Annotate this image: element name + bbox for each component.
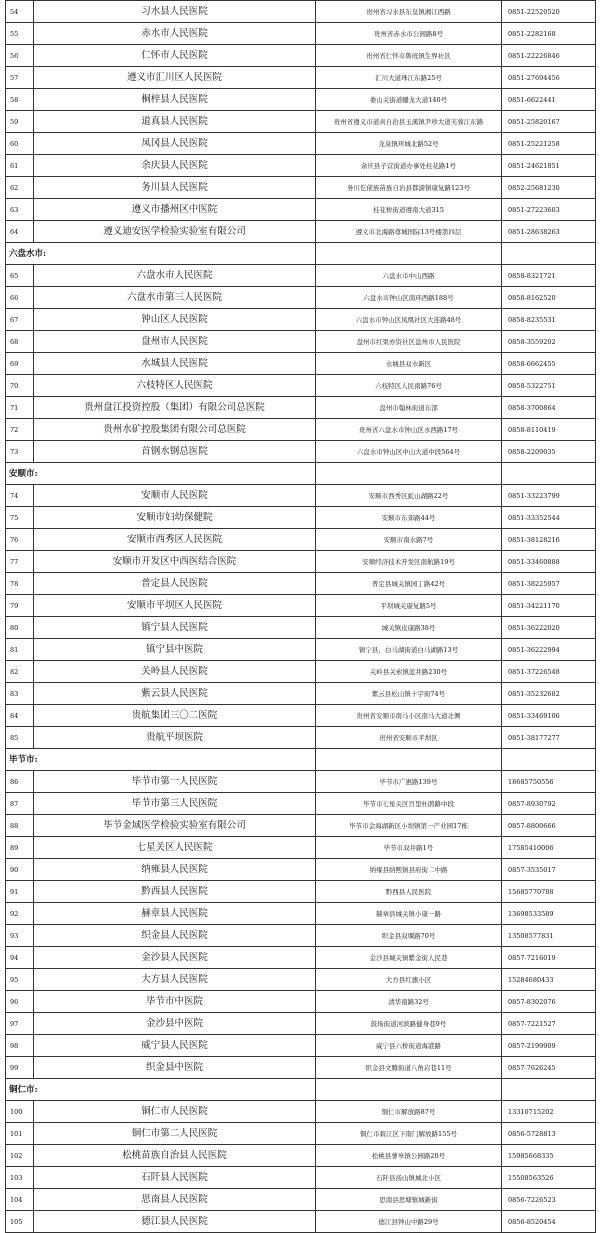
row-number: 99 — [6, 1057, 34, 1079]
hospital-phone: 0856-7226523 — [502, 1189, 596, 1211]
city-header-blank — [316, 1079, 502, 1101]
hospital-address: 毕节市双井路1号 — [316, 837, 502, 859]
hospital-phone: 0852-25681230 — [502, 177, 596, 199]
hospital-name: 毕节市第一人民医院 — [34, 771, 316, 793]
hospital-phone: 0851-38177277 — [502, 727, 596, 749]
hospital-phone: 0857-7626245 — [502, 1057, 596, 1079]
row-number: 76 — [6, 529, 34, 551]
table-row — [6, 1211, 596, 1233]
table-row — [6, 859, 596, 881]
row-number: 63 — [6, 199, 34, 221]
hospital-phone: 0851-22226846 — [502, 45, 596, 67]
hospital-phone: 0851-34221170 — [502, 595, 596, 617]
city-header-blank — [502, 1079, 596, 1101]
city-name: 铜仁市: — [6, 1079, 316, 1101]
hospital-name: 赤水市人民医院 — [34, 23, 316, 45]
hospital-address: 关岭县关索镇蓝井路230号 — [316, 661, 502, 683]
city-header-row — [6, 749, 596, 771]
hospital-name: 纳雍县人民医院 — [34, 859, 316, 881]
hospital-phone: 0851-33223799 — [502, 485, 596, 507]
hospital-table — [5, 0, 596, 1233]
table-row — [6, 1035, 596, 1057]
hospital-address: 遵义市北海路尊城国际13号楼第四层 — [316, 221, 502, 243]
hospital-phone: 13310715202 — [502, 1101, 596, 1123]
table-row — [6, 177, 596, 199]
city-name: 安顺市: — [6, 463, 316, 485]
hospital-phone: 0856-5728813 — [502, 1123, 596, 1145]
hospital-name: 钟山区人民医院 — [34, 309, 316, 331]
hospital-phone: 0851-36222994 — [502, 639, 596, 661]
row-number: 82 — [6, 661, 34, 683]
hospital-phone: 0851-33469106 — [502, 705, 596, 727]
hospital-address: 六盘水市钟山区南环西路188号 — [316, 287, 502, 309]
hospital-address: 织金县双堰路70号 — [316, 925, 502, 947]
row-number: 67 — [6, 309, 34, 331]
row-number: 72 — [6, 419, 34, 441]
row-number: 86 — [6, 771, 34, 793]
row-number: 89 — [6, 837, 34, 859]
hospital-name: 贵航集团三〇二医院 — [34, 705, 316, 727]
hospital-address: 六盘水市钟山区中山大道中段564号 — [316, 441, 502, 463]
hospital-phone: 0857-3535017 — [502, 859, 596, 881]
row-number: 77 — [6, 551, 34, 573]
hospital-name: 镇宁县人民医院 — [34, 617, 316, 639]
hospital-name: 贵州水矿控股集团有限公司总医院 — [34, 419, 316, 441]
hospital-name: 务川县人民医院 — [34, 177, 316, 199]
row-number: 74 — [6, 485, 34, 507]
hospital-name: 思南县人民医院 — [34, 1189, 316, 1211]
row-number: 91 — [6, 881, 34, 903]
hospital-name: 凤冈县人民医院 — [34, 133, 316, 155]
hospital-name: 遵义迪安医学检验实验室有限公司 — [34, 221, 316, 243]
hospital-address: 娄山关街道蟠龙大道140号 — [316, 89, 502, 111]
row-number: 70 — [6, 375, 34, 397]
table-row — [6, 111, 596, 133]
hospital-address: 贵州省习水县东皇镇湘江西路 — [316, 1, 502, 23]
row-number: 71 — [6, 397, 34, 419]
row-number: 59 — [6, 111, 34, 133]
hospital-name: 仁怀市人民医院 — [34, 45, 316, 67]
hospital-address: 鼓场街道河滨路健身巷9号 — [316, 1013, 502, 1035]
table-row — [6, 155, 596, 177]
hospital-address: 镇宁县，白马湖街道白马湖路13号 — [316, 639, 502, 661]
hospital-address: 龙泉镇环城北路52号 — [316, 133, 502, 155]
row-number: 92 — [6, 903, 34, 925]
hospital-phone: 0857-8800666 — [502, 815, 596, 837]
hospital-address: 石阡县汤山镇城北小区 — [316, 1167, 502, 1189]
hospital-name: 六枝特区人民医院 — [34, 375, 316, 397]
hospital-phone: 0851-36222020 — [502, 617, 596, 639]
hospital-phone: 0851-33352544 — [502, 507, 596, 529]
hospital-name: 松桃苗族自治县人民医院 — [34, 1145, 316, 1167]
hospital-phone: 0851-35232682 — [502, 683, 596, 705]
row-number: 64 — [6, 221, 34, 243]
hospital-phone: 0858-8110419 — [502, 419, 596, 441]
hospital-address: 紫云县松山镇十字街74号 — [316, 683, 502, 705]
hospital-name: 盘州市人民医院 — [34, 331, 316, 353]
hospital-name: 毕节市第三人民医院 — [34, 793, 316, 815]
row-number: 78 — [6, 573, 34, 595]
row-number: 105 — [6, 1211, 34, 1233]
table-row — [6, 1123, 596, 1145]
row-number: 96 — [6, 991, 34, 1013]
hospital-phone: 0858-5322751 — [502, 375, 596, 397]
hospital-name: 铜仁市人民医院 — [34, 1101, 316, 1123]
hospital-name: 威宁县人民医院 — [34, 1035, 316, 1057]
hospital-name: 六盘水市第三人民医院 — [34, 287, 316, 309]
row-number: 58 — [6, 89, 34, 111]
row-number: 93 — [6, 925, 34, 947]
hospital-name: 桐梓县人民医院 — [34, 89, 316, 111]
hospital-name: 安顺市妇幼保健院 — [34, 507, 316, 529]
row-number: 55 — [6, 23, 34, 45]
table-row — [6, 23, 596, 45]
hospital-phone: 0857-8302076 — [502, 991, 596, 1013]
table-row — [6, 1101, 596, 1123]
table-row — [6, 683, 596, 705]
table-row — [6, 133, 596, 155]
row-number: 94 — [6, 947, 34, 969]
row-number: 98 — [6, 1035, 34, 1057]
hospital-name: 道真县人民医院 — [34, 111, 316, 133]
hospital-phone: 0851-22520520 — [502, 1, 596, 23]
hospital-phone: 15985668335 — [502, 1145, 596, 1167]
hospital-name: 金沙县人民医院 — [34, 947, 316, 969]
hospital-name: 六盘水市人民医院 — [34, 265, 316, 287]
hospital-name: 首钢水钢总医院 — [34, 441, 316, 463]
hospital-name: 大方县人民医院 — [34, 969, 316, 991]
hospital-phone: 0851-27694456 — [502, 67, 596, 89]
row-number: 104 — [6, 1189, 34, 1211]
hospital-phone: 0851-28638263 — [502, 221, 596, 243]
hospital-address: 威宁县六桥街道海港路 — [316, 1035, 502, 1057]
hospital-address: 余庆县子营街道办事处桂花路1号 — [316, 155, 502, 177]
row-number: 68 — [6, 331, 34, 353]
hospital-phone: 0851-33460888 — [502, 551, 596, 573]
row-number: 100 — [6, 1101, 34, 1123]
table-row — [6, 991, 596, 1013]
row-number: 103 — [6, 1167, 34, 1189]
row-number: 101 — [6, 1123, 34, 1145]
hospital-phone: 17585410006 — [502, 837, 596, 859]
hospital-phone: 0851-38128216 — [502, 529, 596, 551]
hospital-name: 毕节市中医院 — [34, 991, 316, 1013]
hospital-phone: 0851-25221258 — [502, 133, 596, 155]
hospital-name: 遵义市播州区中医院 — [34, 199, 316, 221]
table-row — [6, 45, 596, 67]
hospital-phone: 18685750556 — [502, 771, 596, 793]
row-number: 87 — [6, 793, 34, 815]
hospital-name: 织金县中医院 — [34, 1057, 316, 1079]
hospital-address: 松桃县蓼皋镇公园路20号 — [316, 1145, 502, 1167]
row-number: 61 — [6, 155, 34, 177]
table-row — [6, 1145, 596, 1167]
hospital-phone: 13508577831 — [502, 925, 596, 947]
table-row — [6, 1013, 596, 1035]
table-row — [6, 265, 596, 287]
table-row — [6, 617, 596, 639]
row-number: 75 — [6, 507, 34, 529]
table-row — [6, 947, 596, 969]
city-header-blank — [316, 749, 502, 771]
row-number: 88 — [6, 815, 34, 837]
hospital-phone: 0851-37226548 — [502, 661, 596, 683]
table-row — [6, 727, 596, 749]
hospital-phone: 0851-38225957 — [502, 573, 596, 595]
hospital-address: 盘州市翰林街道东部 — [316, 397, 502, 419]
row-number: 69 — [6, 353, 34, 375]
hospital-address: 清华南路32号 — [316, 991, 502, 1013]
hospital-name: 石阡县人民医院 — [34, 1167, 316, 1189]
hospital-address: 贵州省安顺市平坝区 — [316, 727, 502, 749]
hospital-phone: 0851-6622441 — [502, 89, 596, 111]
table-row — [6, 331, 596, 353]
city-name: 毕节市: — [6, 749, 316, 771]
row-number: 83 — [6, 683, 34, 705]
hospital-address: 安顺市东郊路44号 — [316, 507, 502, 529]
hospital-phone: 0858-3700864 — [502, 397, 596, 419]
hospital-address: 贵州省赤水市公园路8号 — [316, 23, 502, 45]
hospital-address: 六盘水市中山西路 — [316, 265, 502, 287]
hospital-phone: 15284680433 — [502, 969, 596, 991]
table-row — [6, 925, 596, 947]
hospital-phone: 0858-8235531 — [502, 309, 596, 331]
hospital-phone: 0856-8520454 — [502, 1211, 596, 1233]
hospital-name: 赫章县人民医院 — [34, 903, 316, 925]
hospital-name: 安顺市开发区中西医结合医院 — [34, 551, 316, 573]
hospital-address: 平坝城关康复路5号 — [316, 595, 502, 617]
hospital-address: 贵州省六盘水市钟山区水西路17号 — [316, 419, 502, 441]
table-row — [6, 397, 596, 419]
hospital-address: 城关镇皮康路38号 — [316, 617, 502, 639]
table-row — [6, 353, 596, 375]
city-header-blank — [502, 243, 596, 265]
hospital-address: 思南县思塘镇城新街 — [316, 1189, 502, 1211]
row-number: 95 — [6, 969, 34, 991]
hospital-phone: 0858-2209035 — [502, 441, 596, 463]
hospital-address: 汇川大道珠江东路25号 — [316, 67, 502, 89]
row-number: 102 — [6, 1145, 34, 1167]
hospital-address: 盘州市红果亦资社区盘州市人民医院 — [316, 331, 502, 353]
row-number: 80 — [6, 617, 34, 639]
hospital-phone: 0857-7216019 — [502, 947, 596, 969]
hospital-phone: 0851-2282168 — [502, 23, 596, 45]
hospital-phone: 0851-25820167 — [502, 111, 596, 133]
hospital-phone: 0857-2199909 — [502, 1035, 596, 1057]
hospital-name: 贵航平坝医院 — [34, 727, 316, 749]
hospital-address: 毕节市广惠路139号 — [316, 771, 502, 793]
hospital-name: 普定县人民医院 — [34, 573, 316, 595]
hospital-address: 织金县文腾街道八角岩巷11号 — [316, 1057, 502, 1079]
hospital-address: 贵州省仁怀市鲁班镇生界社区 — [316, 45, 502, 67]
hospital-address: 六盘水市钟山区凤凰社区大连路48号 — [316, 309, 502, 331]
hospital-address: 贵州省遵义市道真自治县玉溪镇尹珍大道芙蓉江东路 — [316, 111, 502, 133]
hospital-phone: 0858-8321721 — [502, 265, 596, 287]
table-row — [6, 1167, 596, 1189]
hospital-name: 习水县人民医院 — [34, 1, 316, 23]
hospital-address: 纳雍县纳熙镇县府街二中路 — [316, 859, 502, 881]
city-header-blank — [316, 463, 502, 485]
table-row — [6, 1, 596, 23]
hospital-name: 镇宁县中医院 — [34, 639, 316, 661]
table-row — [6, 903, 596, 925]
row-number: 81 — [6, 639, 34, 661]
row-number: 62 — [6, 177, 34, 199]
hospital-name: 关岭县人民医院 — [34, 661, 316, 683]
table-row — [6, 309, 596, 331]
hospital-address: 金沙县城关镇紫金街人民巷 — [316, 947, 502, 969]
row-number: 85 — [6, 727, 34, 749]
table-row — [6, 529, 596, 551]
table-row — [6, 661, 596, 683]
hospital-address: 普定县城关镇园丁路42号 — [316, 573, 502, 595]
table-row — [6, 1189, 596, 1211]
hospital-address: 赫章县城关镇小康一路 — [316, 903, 502, 925]
hospital-address: 德江县钟山中路29号 — [316, 1211, 502, 1233]
hospital-name: 水城县人民医院 — [34, 353, 316, 375]
city-header-blank — [316, 243, 502, 265]
hospital-name: 安顺市西秀区人民医院 — [34, 529, 316, 551]
row-number: 66 — [6, 287, 34, 309]
row-number: 57 — [6, 67, 34, 89]
hospital-address: 桂花桥街道遵南大道315 — [316, 199, 502, 221]
hospital-name: 安顺市人民医院 — [34, 485, 316, 507]
table-row — [6, 485, 596, 507]
table-row — [6, 1057, 596, 1079]
row-number: 90 — [6, 859, 34, 881]
row-number: 60 — [6, 133, 34, 155]
city-header-blank — [502, 749, 596, 771]
row-number: 97 — [6, 1013, 34, 1035]
hospital-name: 黔西县人民医院 — [34, 881, 316, 903]
hospital-name: 余庆县人民医院 — [34, 155, 316, 177]
row-number: 79 — [6, 595, 34, 617]
hospital-address: 安顺市西秀区虹山湖路22号 — [316, 485, 502, 507]
table-row — [6, 595, 596, 617]
hospital-address: 六枝特区人民南路76号 — [316, 375, 502, 397]
hospital-phone: 0851-27223603 — [502, 199, 596, 221]
hospital-name: 德江县人民医院 — [34, 1211, 316, 1233]
table-row — [6, 221, 596, 243]
hospital-phone: 15508563526 — [502, 1167, 596, 1189]
hospital-phone: 13698533589 — [502, 903, 596, 925]
city-header-row — [6, 243, 596, 265]
table-row — [6, 837, 596, 859]
city-header-row — [6, 463, 596, 485]
table-row — [6, 551, 596, 573]
hospital-name: 紫云县人民医院 — [34, 683, 316, 705]
table-row — [6, 507, 596, 529]
hospital-name: 毕节金域医学检验实验室有限公司 — [34, 815, 316, 837]
hospital-address: 安顺市南水路7号 — [316, 529, 502, 551]
hospital-address: 大方县红旗小区 — [316, 969, 502, 991]
hospital-phone: 0851-24621851 — [502, 155, 596, 177]
hospital-table-body — [6, 1, 596, 1233]
table-row — [6, 287, 596, 309]
table-row — [6, 67, 596, 89]
hospital-address: 毕节市七星关区百里杜鹃路中段 — [316, 793, 502, 815]
row-number: 73 — [6, 441, 34, 463]
table-row — [6, 705, 596, 727]
hospital-address: 安顺经济技术开发区南航路19号 — [316, 551, 502, 573]
table-row — [6, 815, 596, 837]
table-row — [6, 793, 596, 815]
table-row — [6, 375, 596, 397]
table-row — [6, 639, 596, 661]
row-number: 84 — [6, 705, 34, 727]
city-header-blank — [502, 463, 596, 485]
hospital-name: 贵州盘江投资控股（集团）有限公司总医院 — [34, 397, 316, 419]
hospital-address: 毕节市金海湖新区小坝镇第一产业园17栋 — [316, 815, 502, 837]
row-number: 65 — [6, 265, 34, 287]
table-row — [6, 969, 596, 991]
table-row — [6, 89, 596, 111]
city-header-row — [6, 1079, 596, 1101]
table-row — [6, 441, 596, 463]
row-number: 56 — [6, 45, 34, 67]
hospital-address: 铜仁市碧江区下南门解放路155号 — [316, 1123, 502, 1145]
city-name: 六盘水市: — [6, 243, 316, 265]
hospital-phone: 0857-7221527 — [502, 1013, 596, 1035]
hospital-name: 金沙县中医院 — [34, 1013, 316, 1035]
hospital-address: 黔西县人民医院 — [316, 881, 502, 903]
hospital-name: 铜仁市第二人民医院 — [34, 1123, 316, 1145]
hospital-name: 安顺市平坝区人民医院 — [34, 595, 316, 617]
hospital-phone: 0858-3559202 — [502, 331, 596, 353]
hospital-phone: 0858-6662455 — [502, 353, 596, 375]
table-row — [6, 771, 596, 793]
hospital-name: 遵义市汇川区人民医院 — [34, 67, 316, 89]
hospital-address: 贵州省安顺市南马小区南马大道北侧 — [316, 705, 502, 727]
hospital-address: 务川仡佬族苗族自治县都濡镇康复路123号 — [316, 177, 502, 199]
table-row — [6, 573, 596, 595]
hospital-phone: 15685770788 — [502, 881, 596, 903]
hospital-address: 铜仁市解放路87号 — [316, 1101, 502, 1123]
hospital-name: 七星关区人民医院 — [34, 837, 316, 859]
hospital-phone: 0858-8162520 — [502, 287, 596, 309]
hospital-address: 水城县双水新区 — [316, 353, 502, 375]
row-number: 54 — [6, 1, 34, 23]
table-row — [6, 881, 596, 903]
hospital-name: 织金县人民医院 — [34, 925, 316, 947]
table-row — [6, 419, 596, 441]
table-row — [6, 199, 596, 221]
hospital-phone: 0857-8930792 — [502, 793, 596, 815]
